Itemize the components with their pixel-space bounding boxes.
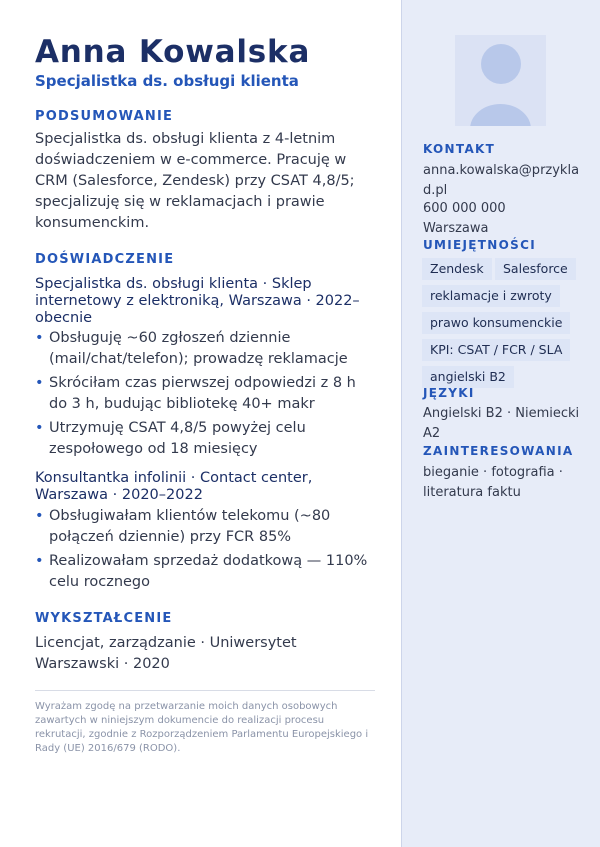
skill-chip: Zendesk	[422, 258, 492, 280]
bullet-icon: •	[35, 375, 44, 391]
education-text: Licencjat, zarządzanie · Uniwersytet Warszawski · 2020	[35, 635, 297, 672]
skill-chip: KPI: CSAT / FCR / SLA	[422, 339, 570, 361]
interests-heading: ZAINTERESOWANIA	[423, 444, 574, 458]
skill-chip: angielski B2	[422, 366, 514, 388]
divider	[35, 690, 375, 691]
interests-text: bieganie · fotografia · literatura faktu	[423, 465, 563, 500]
avatar-placeholder-icon	[455, 35, 546, 126]
gdpr-consent: Wyrażam zgodę na przetwarzanie moich danych osobowych zawartych w niniejszym dokumencie do realizacji procesu rekrutacji, zgodnie z Rozporządzeniem Parlamentu Europejskiego i Rady (UE) 2016/679 (RODO).	[35, 701, 369, 754]
skills-heading: UMIEJĘTNOŚCI	[423, 238, 536, 252]
job-title-1: Specjalistka ds. obsługi klienta · Sklep internetowy z elektroniką, Warszawa · 2022–obecnie	[35, 276, 360, 326]
list-item	[35, 373, 375, 415]
skill-chip: Salesforce	[495, 258, 576, 280]
languages-text: Angielski B2 · Niemiecki A2	[423, 406, 580, 441]
list-item	[35, 418, 375, 460]
languages-heading: JĘZYKI	[423, 386, 475, 400]
contact-phone: 600 000 000	[423, 201, 506, 216]
bullet-text: Obsługuję ~60 zgłoszeń dziennie (mail/chat/telefon); prowadzę reklamacje	[49, 330, 348, 367]
bullet-icon: •	[35, 420, 44, 436]
bullet-icon: •	[35, 553, 44, 569]
contact-heading: KONTAKT	[423, 142, 496, 156]
skill-chip: prawo konsumenckie	[422, 312, 570, 334]
bullet-icon: •	[35, 330, 44, 346]
bullet-text: Realizowałam sprzedaż dodatkową — 110% celu rocznego	[49, 553, 368, 590]
summary-text: Specjalistka ds. obsługi klienta z 4-letnim doświadczeniem w e-commerce. Pracuję w CRM (Salesforce, Zendesk) przy CSAT 4,8/5; specjalizuję się w reklamacjach i prawie konsumenckim.	[35, 131, 355, 231]
contact-email: anna.kowalska@przyklad.pl	[423, 163, 580, 198]
bullet-text: Utrzymuję CSAT 4,8/5 powyżej celu zespołowego od 18 miesięcy	[49, 420, 306, 457]
job-title: Specjalistka ds. obsługi klienta	[35, 72, 299, 90]
list-item	[35, 506, 375, 548]
list-item	[35, 328, 375, 370]
job-1-bullets	[35, 328, 375, 463]
bullet-text: Skróciłam czas pierwszej odpowiedzi z 8 h do 3 h, budując bibliotekę 40+ makr	[49, 375, 356, 412]
summary-heading: PODSUMOWANIE	[35, 109, 174, 124]
skill-chip: reklamacje i zwroty	[422, 285, 560, 307]
list-item	[35, 551, 375, 593]
bullet-icon: •	[35, 508, 44, 524]
candidate-name: Anna Kowalska	[35, 34, 311, 70]
experience-heading: DOŚWIADCZENIE	[35, 252, 175, 267]
education-heading: WYKSZTAŁCENIE	[35, 611, 173, 626]
job-title-2: Konsultantka infolinii · Contact center, Warszawa · 2020–2022	[35, 470, 313, 503]
job-2-bullets	[35, 506, 375, 596]
contact-city: Warszawa	[423, 221, 489, 236]
bullet-text: Obsługiwałam klientów telekomu (~80 połączeń dziennie) przy FCR 85%	[49, 508, 331, 545]
